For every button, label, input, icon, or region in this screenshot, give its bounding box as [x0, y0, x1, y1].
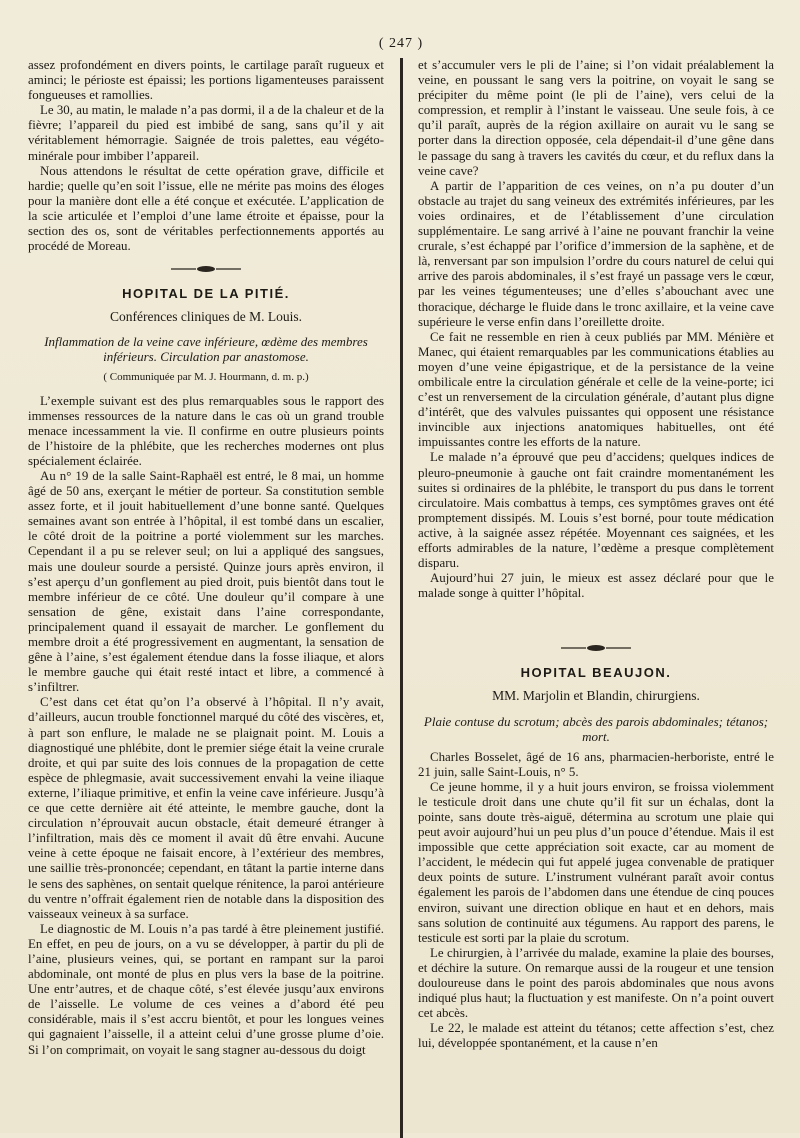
paragraph: assez profondément en divers points, le cartilage paraît rugueux et aminci; le périoste est épaissi; les portions ligamenteuses paraissent fongueuses et ramollies. [28, 58, 384, 103]
hospital-heading: HOPITAL BEAUJON. [520, 665, 672, 681]
paragraph: A partir de l’apparition de ces veines, on n’a pu douter d’un obstacle au trajet du sang veineux des extrémités inférieures, par les voies ordinaires, et de l’établissement d’une circulation supplémentaire. Le sang arrivé à l’aine ne pouvant franchir la veine crurale, s’est échappé par l’orifice d’immersion de la saphène, et de là, renversant par son impulsion l’ordre du cours naturel de celui qui arrive des parois abdominales, il s’est frayé un passage vers le cœur, par les veines tégumenteuses; une d’elles s’abouchant avec une thoracique, décharge le fluide dans le tronc axillaire, et la veine cave supérieure le verse enfin dans l’oreillette droite. [418, 178, 774, 329]
paragraph: Le chirurgien, à l’arrivée du malade, examine la plaie des bourses, et déchire la suture. On remarque aussi de la rougeur et une tension douloureuse dans le point des parois abdominales que nous avons indiqué plus haut; la fluctuation y est manifeste. On n’a point ouvert cet abcès. [418, 945, 774, 1021]
case-title: Inflammation de la veine cave inférieure, œdème des membres inférieurs. Circulation par anastomose. [44, 334, 368, 365]
paragraph: Nous attendons le résultat de cette opération grave, difficile et hardie; quelle qu’en soit l’issue, elle ne mérite pas moins des éloges pour la manière dont elle a été conçue et exécutée. L’application de la scie articulée et l’emploi d’une lame étroite et épaisse, pour la section des os, sont de véritables perfectionnements apportés au procédé de Moreau. [28, 163, 384, 254]
left-column [28, 58, 384, 1138]
paragraph: Ce jeune homme, il y a huit jours environ, se froissa violemment le testicule droit dans une chute qu’il fit sur un échalas, dont la pointe, sans doute très-aiguë, détermina au scrotum une plaie qui peut avoir aujourd’hui un peu plus d’un pouce d’étendue. Mais il est impossible que cette appréciation soit exacte, car au moment de l’accident, le médecin qui fut appelé jugea convenable de pratiquer deux points de suture. L’instrument vulnérant paraît avoir contus également les parois de l’abdomen dans une étendue de cinq pouces environ, suivant une direction oblique en haut et en dehors, mais sans solution de continuité aux tégumens. Au rapport des parens, le testicule est sorti par la plaie du scrotum. [418, 779, 774, 945]
column-divider [400, 58, 403, 1138]
paragraph: Le 22, le malade est atteint du tétanos; cette affection s’est, chez lui, développée spontanément, et la cause n’en [418, 1021, 774, 1051]
section-divider-ornament [28, 262, 384, 272]
conference-subheading: Conférences cliniques de M. Louis. [110, 309, 302, 325]
paragraph: Charles Bosselet, âgé de 16 ans, pharmacien-herboriste, entré le 21 juin, salle Saint-Louis, n° 5. [418, 749, 774, 779]
attribution: ( Communiquée par M. J. Hourmann, d. m. p.) [103, 371, 309, 384]
paragraph: Au n° 19 de la salle Saint-Raphaël est entré, le 8 mai, un homme âgé de 50 ans, exerçant le métier de porteur. Sa constitution semble assez forte, et il jouit habituellement d’une bonne santé. Quelques semaines avant son entrée à l’hôpital, il est tombé dans un escalier, le côté droit de la poitrine a porté violemment sur les marches. Cependant il a pu se relever seul; on lui a appliqué des sangsues, mais une douleur sourde a persisté. Quinze jours après environ, il s’est aperçu d’un gonflement au pied droit, puis bientôt dans tout le membre inférieur de ce côté. Une douleur qu’il compare à une sensation de gêne, existait dans l’aine correspondante, principalement quand il essayait de marcher. Le gonflement du membre droit a été progressivement en augmentant, la sensation de gêne à l’aine, s’est également étendue dans la fosse iliaque, et alors le membre gauche qui était resté intact et libre, a commencé à s’infiltrer. [28, 468, 384, 695]
section-divider-ornament [418, 641, 774, 651]
paragraph: Aujourd’hui 27 juin, le mieux est assez déclaré pour que le malade songe à quitter l’hôpital. [418, 571, 774, 601]
paragraph: Le diagnostic de M. Louis n’a pas tardé à être pleinement justifié. En effet, en peu de jours, on a vu se développer, à partir du pli de l’aine, plusieurs veines, qui, se portant en rampant sur la paroi abdominale, ont monté de plus en plus vers la base de la poitrine. Une entr’autres, et de chaque côté, s’est élevée jusqu’aux environs de l’aisselle. Le volume de ces veines a d’abord été peu considérable, mais il s’est accru bientôt, et pour les longues veines qui gagnaient l’aisselle, il a atteint celui d’une grosse plume d’oie. Si l’on comprimait, on voyait le sang stagner au-dessous du doigt [28, 921, 384, 1057]
hospital-heading: HOPITAL DE LA PITIÉ. [122, 286, 290, 302]
page-number: ( 247 ) [378, 36, 424, 51]
two-column-body [28, 58, 774, 1138]
paragraph: Ce fait ne ressemble en rien à ceux publiés par MM. Ménière et Manec, qui étaient remarquables par les communications établies au moyen d’une veine épigastrique, et de la persistance de la veine ombilicale entre la circulation générale et celle de la veine-porte; ici c’est un renversement de la circulation générale, d’autant plus digne d’intérêt, que des valvules puissantes qui opposent une résistance invincible aux injections anatomiques habituelles, ont été impuissantes contre les efforts de la nature. [418, 329, 774, 450]
paragraph: L’exemple suivant est des plus remarquables sous le rapport des immenses ressources de la nature dans le cas où un grand trouble menace incessamment la vie. Il confirme en outre plusieurs points de l’histoire de la phlébite, que les recherches modernes ont plus spécialement éclairée. [28, 393, 384, 468]
case-title: Plaie contuse du scrotum; abcès des parois abdominales; tétanos; mort. [423, 713, 769, 744]
surgeons-subheading: MM. Marjolin et Blandin, chirurgiens. [492, 688, 700, 704]
paragraph: C’est dans cet état qu’on l’a observé à l’hôpital. Il n’y avait, d’ailleurs, aucun trouble fonctionnel marqué du côté des viscères, et, à part son enflure, le malade ne se plaignait point. M. Louis a diagnostiqué une phlébite, dont le premier siége était la veine crurale droite, et qui par suite des lois connues de la propagation de cette espèce de phlegmasie, avait successivement envahi la veine iliaque externe, l’iliaque primitive, et enfin la veine cave inférieure. Jusqu’à ce que cette dernière ait été atteinte, le membre gauche, dont la circulation n’éprouvait aucun obstacle, était demeuré étranger à l’infiltration, mais dès ce moment il avait dû être envahi. Aucune veine à cette époque ne faisait encore, à l’extérieur des membres, une saillie très-prononcée; cependant, en tâtant la partie interne dans le sens des saphènes, on sentait quelque rénitence, la paroi antérieure du ventre n’offrait également rien de notable dans la disposition des vaisseaux veineux à sa surface. [28, 695, 384, 921]
right-column [418, 58, 774, 1138]
paragraph: Le malade n’a éprouvé que peu d’accidens; quelques indices de pleuro-pneumonie à gauche ont fait craindre momentanément les suites si ordinaires de la phlébite, le transport du pus dans le torrent circulatoire. Mais combattus à temps, ces symptômes graves ont été promptement dissipés. M. Louis s’est borné, pour toute médication active, à la saignée assez répétée. Moyennant ces saignées, et les efforts admirables de la nature, l’œdème a presque complètement disparu. [418, 450, 774, 571]
paragraph: et s’accumuler vers le pli de l’aine; si l’on vidait préalablement la veine, en poussant le sang vers la poitrine, on voyait le sang se précipiter du même point (le pli de l’aine), vers celui de la compression, et remplir à l’instant le vaisseau. Une seule fois, à ce qu’il paraît, auprès de la région axillaire on aurait vu le sang se porter dans la direction opposée, cela dépendait-il d’une gêne dans le passage du sang à travers les cavités du cœur, et du reflux dans la veine cave? [418, 58, 774, 178]
paragraph: Le 30, au matin, le malade n’a pas dormi, il a de la chaleur et de la fièvre; l’appareil du pied est imbibé de sang, sans qu’il y ait véritablement hémorragie. Saignée de trois palettes, eau végéto-minérale pour imbiber l’appareil. [28, 103, 384, 163]
